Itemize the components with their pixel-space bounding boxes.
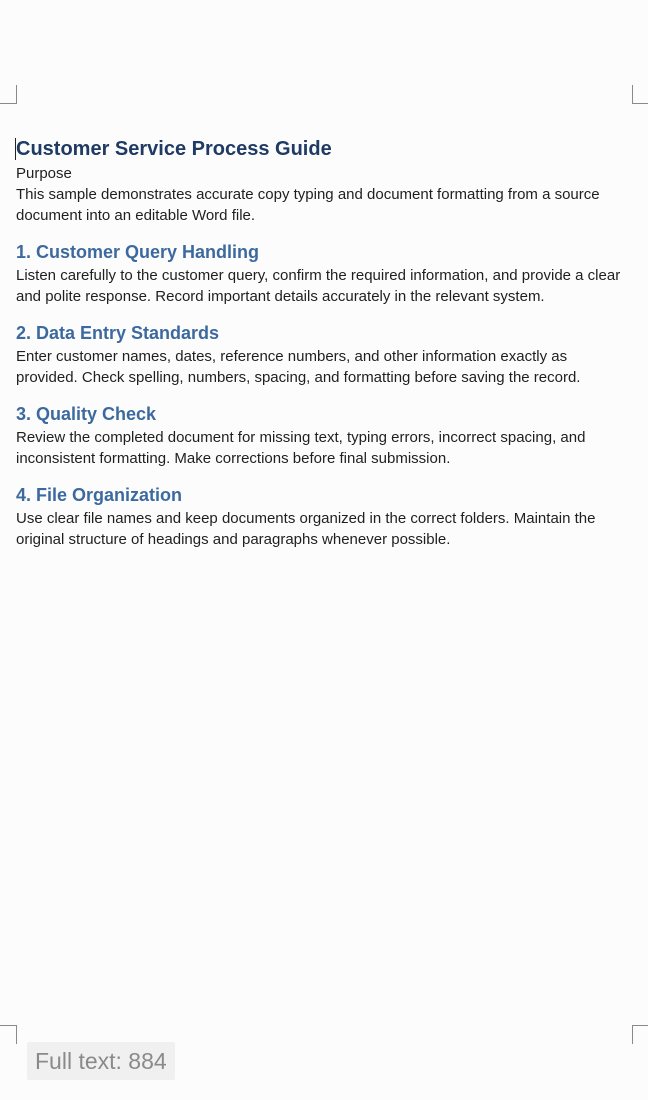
document-body[interactable]	[16, 136, 632, 550]
word-count-badge[interactable]: Full text: 884	[27, 1042, 175, 1080]
section-heading-data-entry[interactable]: 2. Data Entry Standards	[16, 323, 220, 343]
section-body-data-entry[interactable]: Enter customer names, dates, reference numbers, and other information exactly as provided. Check spelling, numbers, spacing, and formatting before saving the record.	[16, 348, 581, 386]
section-heading-quality-check[interactable]: 3. Quality Check	[16, 404, 157, 424]
section-body-file-organization[interactable]: Use clear file names and keep documents organized in the correct folders. Maintain the original structure of headings and paragraphs whenever possible.	[16, 510, 596, 548]
document-title-text[interactable]: Customer Service Process Guide	[16, 138, 332, 160]
purpose-label[interactable]: Purpose	[16, 165, 72, 182]
margin-mark-top-right	[632, 85, 648, 104]
margin-mark-bottom-right	[632, 1025, 648, 1044]
document-title[interactable]	[16, 136, 632, 162]
text-cursor	[15, 138, 16, 160]
margin-mark-top-left	[0, 85, 17, 104]
section-heading-customer-query[interactable]: 1. Customer Query Handling	[16, 242, 260, 262]
section-body-customer-query[interactable]: Listen carefully to the customer query, confirm the required information, and provide a clear and polite response. Record important details accurately in the relevant system.	[16, 267, 621, 305]
intro-paragraph[interactable]: This sample demonstrates accurate copy typing and document formatting from a source document into an editable Word file.	[16, 186, 600, 224]
section-heading-file-organization[interactable]: 4. File Organization	[16, 485, 183, 505]
section-body-quality-check[interactable]: Review the completed document for missing text, typing errors, incorrect spacing, and inconsistent formatting. Make corrections before final submission.	[16, 429, 586, 467]
margin-mark-bottom-left	[0, 1025, 17, 1044]
